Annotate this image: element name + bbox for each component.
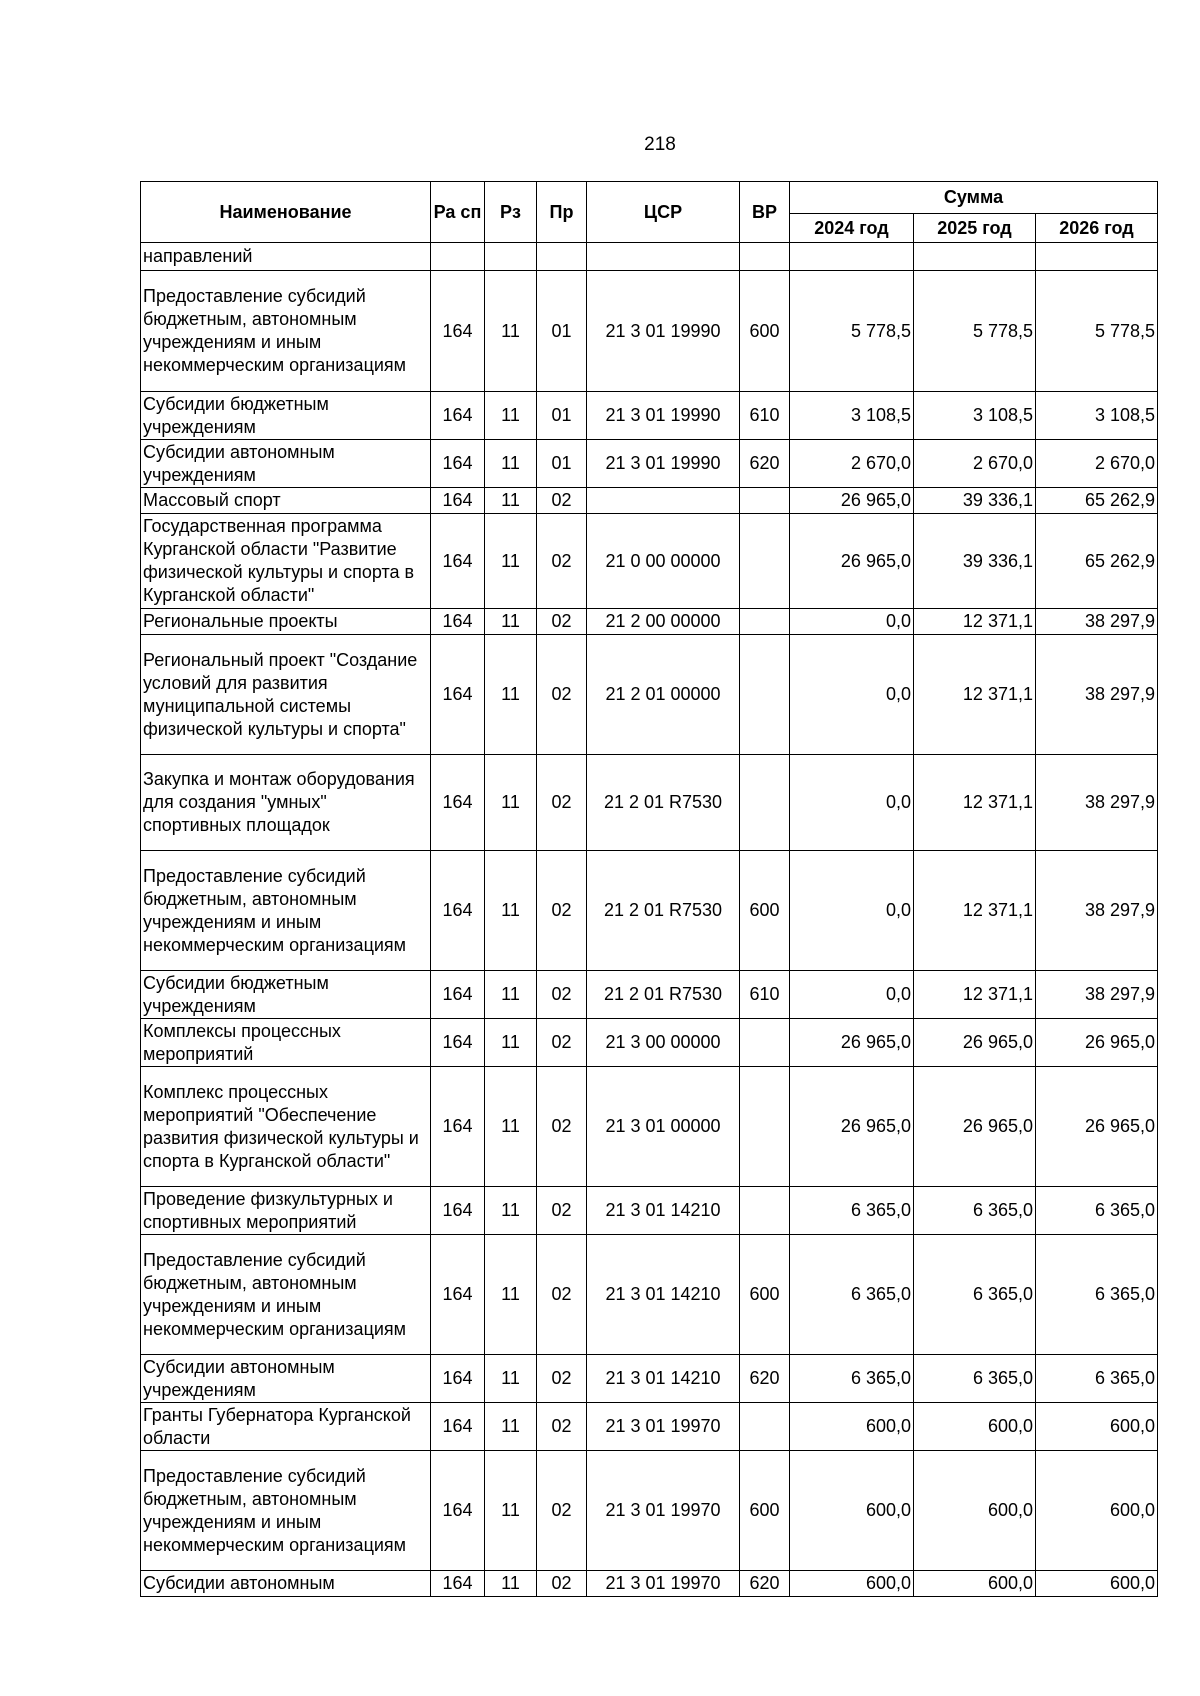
row-vr (740, 1403, 790, 1451)
row-name: Гранты Губернатора Курганской области (141, 1403, 431, 1451)
row-rasp: 164 (431, 1019, 485, 1067)
table-row (141, 271, 1158, 392)
row-vr (740, 755, 790, 851)
table-row (141, 1571, 1158, 1597)
row-amount-2024: 600,0 (790, 1571, 914, 1597)
row-amount-2025: 2 670,0 (914, 440, 1036, 488)
row-amount-2025: 26 965,0 (914, 1067, 1036, 1187)
row-amount-2026: 6 365,0 (1036, 1235, 1158, 1355)
row-amount-2024: 6 365,0 (790, 1187, 914, 1235)
row-amount-2025: 5 778,5 (914, 271, 1036, 392)
row-amount-2026: 6 365,0 (1036, 1187, 1158, 1235)
row-amount-2024 (790, 243, 914, 271)
row-csr: 21 3 01 19990 (587, 392, 740, 440)
row-pr: 01 (537, 440, 587, 488)
row-amount-2025: 12 371,1 (914, 851, 1036, 971)
header-name: Наименование (141, 182, 431, 243)
row-amount-2024: 600,0 (790, 1403, 914, 1451)
header-csr: ЦСР (587, 182, 740, 243)
row-csr: 21 2 01 R7530 (587, 971, 740, 1019)
row-pr: 02 (537, 1187, 587, 1235)
row-rz: 11 (485, 271, 537, 392)
row-csr: 21 2 01 00000 (587, 635, 740, 755)
row-rz: 11 (485, 1235, 537, 1355)
row-name: Комплексы процессных мероприятий (141, 1019, 431, 1067)
row-vr: 620 (740, 440, 790, 488)
row-rz: 11 (485, 488, 537, 514)
row-pr: 02 (537, 1355, 587, 1403)
row-pr: 02 (537, 1235, 587, 1355)
row-rz: 11 (485, 392, 537, 440)
row-rasp: 164 (431, 1067, 485, 1187)
table-row (141, 514, 1158, 609)
row-name: Государственная программа Курганской области "Развитие физической культуры и спорта в Курганской области" (141, 514, 431, 609)
row-rz: 11 (485, 440, 537, 488)
row-pr: 02 (537, 514, 587, 609)
header-2026: 2026 год (1036, 214, 1158, 243)
row-amount-2025 (914, 243, 1036, 271)
row-csr (587, 243, 740, 271)
page-number: 218 (644, 134, 676, 155)
row-rz: 11 (485, 1355, 537, 1403)
row-amount-2025: 3 108,5 (914, 392, 1036, 440)
row-pr: 02 (537, 1571, 587, 1597)
row-rasp: 164 (431, 1355, 485, 1403)
row-amount-2026: 38 297,9 (1036, 609, 1158, 635)
row-rasp: 164 (431, 1403, 485, 1451)
row-csr: 21 3 01 00000 (587, 1067, 740, 1187)
row-rz: 11 (485, 609, 537, 635)
row-pr: 02 (537, 755, 587, 851)
row-amount-2026 (1036, 243, 1158, 271)
header-pr: Пр (537, 182, 587, 243)
row-name: Субсидии автономным учреждениям (141, 1355, 431, 1403)
row-rasp: 164 (431, 271, 485, 392)
row-pr: 01 (537, 271, 587, 392)
row-pr: 02 (537, 971, 587, 1019)
row-rasp: 164 (431, 392, 485, 440)
table-row (141, 1067, 1158, 1187)
row-amount-2024: 26 965,0 (790, 1019, 914, 1067)
row-amount-2025: 600,0 (914, 1571, 1036, 1597)
row-vr: 620 (740, 1571, 790, 1597)
row-rasp: 164 (431, 1235, 485, 1355)
row-amount-2026: 3 108,5 (1036, 392, 1158, 440)
row-rasp: 164 (431, 488, 485, 514)
row-csr (587, 488, 740, 514)
header-2025: 2025 год (914, 214, 1036, 243)
row-amount-2024: 6 365,0 (790, 1355, 914, 1403)
budget-table (140, 181, 1158, 1597)
row-rz: 11 (485, 755, 537, 851)
row-rz: 11 (485, 514, 537, 609)
row-amount-2026: 5 778,5 (1036, 271, 1158, 392)
row-rz: 11 (485, 635, 537, 755)
row-amount-2026: 2 670,0 (1036, 440, 1158, 488)
row-vr: 600 (740, 1451, 790, 1571)
row-amount-2026: 26 965,0 (1036, 1067, 1158, 1187)
row-amount-2026: 38 297,9 (1036, 635, 1158, 755)
table-row (141, 971, 1158, 1019)
table-row (141, 755, 1158, 851)
row-amount-2025: 12 371,1 (914, 755, 1036, 851)
row-csr: 21 3 01 19970 (587, 1451, 740, 1571)
row-rz: 11 (485, 1571, 537, 1597)
row-csr: 21 3 01 19970 (587, 1403, 740, 1451)
row-amount-2025: 26 965,0 (914, 1019, 1036, 1067)
row-amount-2026: 38 297,9 (1036, 971, 1158, 1019)
row-rz: 11 (485, 1451, 537, 1571)
row-csr: 21 2 01 R7530 (587, 755, 740, 851)
row-amount-2024: 0,0 (790, 971, 914, 1019)
row-amount-2026: 38 297,9 (1036, 755, 1158, 851)
row-rz (485, 243, 537, 271)
table-row (141, 1403, 1158, 1451)
row-vr (740, 1187, 790, 1235)
row-amount-2026: 26 965,0 (1036, 1019, 1158, 1067)
row-amount-2024: 5 778,5 (790, 271, 914, 392)
row-rasp: 164 (431, 1451, 485, 1571)
row-amount-2025: 39 336,1 (914, 514, 1036, 609)
row-name: Субсидии автономным учреждениям (141, 440, 431, 488)
row-pr: 02 (537, 609, 587, 635)
row-pr: 02 (537, 1019, 587, 1067)
row-name: Субсидии бюджетным учреждениям (141, 971, 431, 1019)
row-rasp: 164 (431, 1571, 485, 1597)
table-row (141, 1019, 1158, 1067)
row-rasp: 164 (431, 609, 485, 635)
header-2024: 2024 год (790, 214, 914, 243)
row-vr: 600 (740, 1235, 790, 1355)
row-amount-2025: 6 365,0 (914, 1355, 1036, 1403)
table-row (141, 488, 1158, 514)
row-pr: 02 (537, 1067, 587, 1187)
row-amount-2024: 0,0 (790, 635, 914, 755)
row-amount-2024: 26 965,0 (790, 1067, 914, 1187)
row-rz: 11 (485, 971, 537, 1019)
row-amount-2026: 6 365,0 (1036, 1355, 1158, 1403)
row-rasp: 164 (431, 635, 485, 755)
header-rasp: Ра сп (431, 182, 485, 243)
table-row (141, 1235, 1158, 1355)
row-vr: 610 (740, 392, 790, 440)
row-csr: 21 3 01 19990 (587, 440, 740, 488)
table-row (141, 1451, 1158, 1571)
row-amount-2026: 65 262,9 (1036, 514, 1158, 609)
row-rasp: 164 (431, 755, 485, 851)
row-amount-2025: 6 365,0 (914, 1235, 1036, 1355)
row-rasp: 164 (431, 971, 485, 1019)
row-vr: 610 (740, 971, 790, 1019)
row-amount-2026: 600,0 (1036, 1571, 1158, 1597)
row-name: Массовый спорт (141, 488, 431, 514)
row-pr: 01 (537, 392, 587, 440)
row-vr (740, 1019, 790, 1067)
row-amount-2026: 600,0 (1036, 1451, 1158, 1571)
row-name: Предоставление субсидий бюджетным, автономным учреждениям и иным некоммерческим организациям (141, 1451, 431, 1571)
table-row (141, 1187, 1158, 1235)
row-rz: 11 (485, 851, 537, 971)
row-amount-2024: 0,0 (790, 609, 914, 635)
header-rz: Рз (485, 182, 537, 243)
table-row (141, 1355, 1158, 1403)
row-amount-2024: 0,0 (790, 851, 914, 971)
row-amount-2024: 600,0 (790, 1451, 914, 1571)
row-pr: 02 (537, 488, 587, 514)
row-amount-2025: 39 336,1 (914, 488, 1036, 514)
row-amount-2026: 38 297,9 (1036, 851, 1158, 971)
row-pr: 02 (537, 1451, 587, 1571)
row-vr: 620 (740, 1355, 790, 1403)
table-row (141, 851, 1158, 971)
row-vr (740, 1067, 790, 1187)
row-rz: 11 (485, 1067, 537, 1187)
row-rz: 11 (485, 1019, 537, 1067)
row-rz: 11 (485, 1187, 537, 1235)
row-csr: 21 3 00 00000 (587, 1019, 740, 1067)
row-vr (740, 609, 790, 635)
row-csr: 21 3 01 19970 (587, 1571, 740, 1597)
row-pr: 02 (537, 851, 587, 971)
row-csr: 21 2 01 R7530 (587, 851, 740, 971)
row-amount-2026: 600,0 (1036, 1403, 1158, 1451)
row-rasp: 164 (431, 440, 485, 488)
row-amount-2024: 26 965,0 (790, 514, 914, 609)
row-amount-2026: 65 262,9 (1036, 488, 1158, 514)
header-vr: ВР (740, 182, 790, 243)
row-pr: 02 (537, 1403, 587, 1451)
row-name: Проведение физкультурных и спортивных мероприятий (141, 1187, 431, 1235)
row-pr: 02 (537, 635, 587, 755)
row-amount-2025: 12 371,1 (914, 609, 1036, 635)
row-rasp (431, 243, 485, 271)
row-pr (537, 243, 587, 271)
row-amount-2025: 600,0 (914, 1451, 1036, 1571)
row-amount-2025: 600,0 (914, 1403, 1036, 1451)
row-csr: 21 0 00 00000 (587, 514, 740, 609)
row-name: Субсидии бюджетным учреждениям (141, 392, 431, 440)
row-csr: 21 2 00 00000 (587, 609, 740, 635)
row-rasp: 164 (431, 514, 485, 609)
row-amount-2025: 12 371,1 (914, 971, 1036, 1019)
row-vr (740, 488, 790, 514)
table-row (141, 609, 1158, 635)
row-csr: 21 3 01 14210 (587, 1187, 740, 1235)
row-vr (740, 243, 790, 271)
row-csr: 21 3 01 14210 (587, 1235, 740, 1355)
row-name: Региональный проект "Создание условий для развития муниципальной системы физической культуры и спорта" (141, 635, 431, 755)
row-csr: 21 3 01 14210 (587, 1355, 740, 1403)
row-amount-2025: 12 371,1 (914, 635, 1036, 755)
row-name: Предоставление субсидий бюджетным, автономным учреждениям и иным некоммерческим организациям (141, 271, 431, 392)
row-name: Закупка и монтаж оборудования для создания "умных" спортивных площадок (141, 755, 431, 851)
row-vr (740, 635, 790, 755)
row-vr: 600 (740, 851, 790, 971)
row-vr (740, 514, 790, 609)
header-sum: Сумма (790, 182, 1158, 214)
row-amount-2024: 3 108,5 (790, 392, 914, 440)
row-amount-2025: 6 365,0 (914, 1187, 1036, 1235)
row-amount-2024: 6 365,0 (790, 1235, 914, 1355)
row-name: Региональные проекты (141, 609, 431, 635)
row-rz: 11 (485, 1403, 537, 1451)
row-amount-2024: 26 965,0 (790, 488, 914, 514)
table-row (141, 392, 1158, 440)
row-name: Предоставление субсидий бюджетным, автономным учреждениям и иным некоммерческим организациям (141, 851, 431, 971)
row-amount-2024: 0,0 (790, 755, 914, 851)
row-csr: 21 3 01 19990 (587, 271, 740, 392)
table-row (141, 243, 1158, 271)
table-row (141, 635, 1158, 755)
row-name: Комплекс процессных мероприятий "Обеспечение развития физической культуры и спорта в Курганской области" (141, 1067, 431, 1187)
row-name: направлений (141, 243, 431, 271)
row-rasp: 164 (431, 851, 485, 971)
row-name: Предоставление субсидий бюджетным, автономным учреждениям и иным некоммерческим организациям (141, 1235, 431, 1355)
row-rasp: 164 (431, 1187, 485, 1235)
row-amount-2024: 2 670,0 (790, 440, 914, 488)
row-name: Субсидии автономным (141, 1571, 431, 1597)
table-row (141, 440, 1158, 488)
row-vr: 600 (740, 271, 790, 392)
